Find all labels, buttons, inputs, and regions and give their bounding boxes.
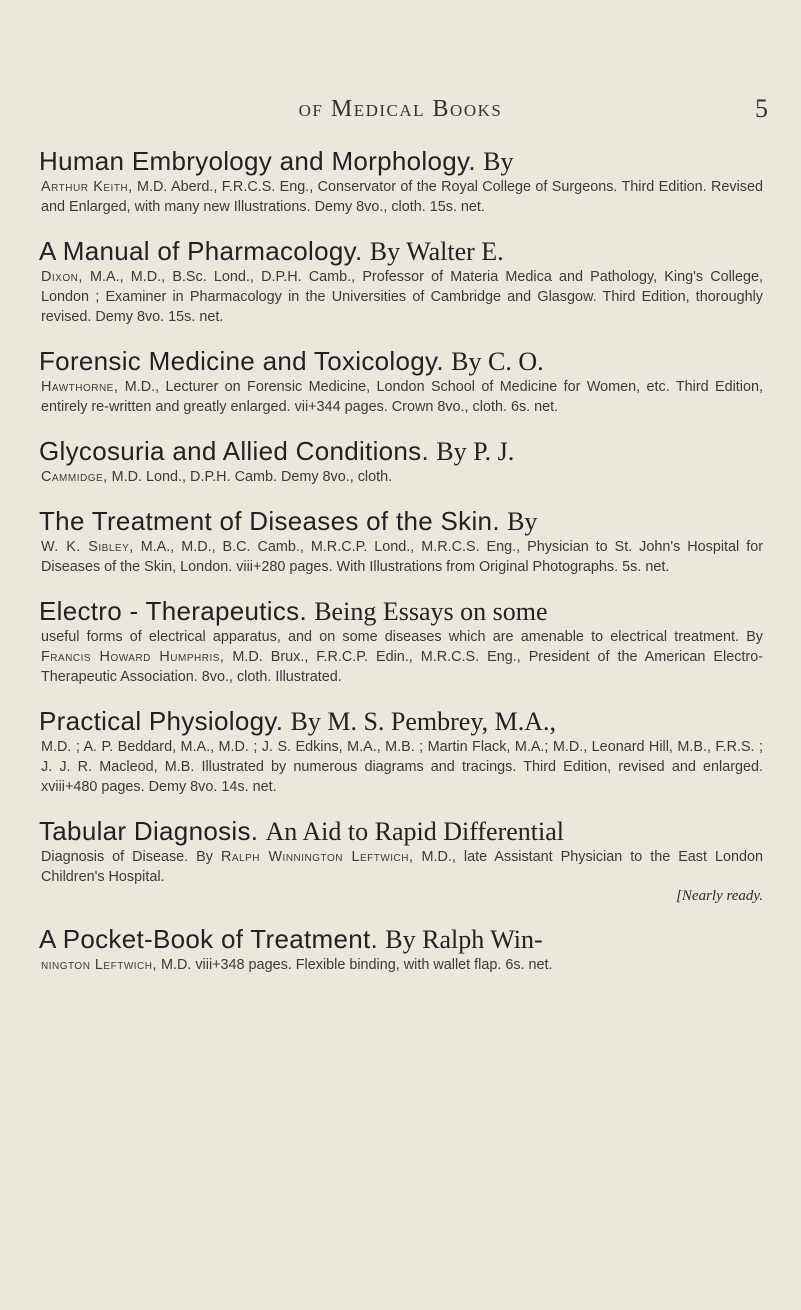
entry-title: Practical Physiology. [39,706,284,736]
entry-details: M.A., M.D., B.C. Camb., M.R.C.P. Lond., M.R.C.S. Eng., Physician to St. John's Hospital for Diseases of the Skin, London. viii+280 pages. With Illustrations from Original Photographs. 5s. net. [41,539,763,575]
entry-author: nington Leftwich, [41,957,157,973]
entry-author: W. K. Sibley, [41,539,134,555]
entry-details: M.A., M.D., B.Sc. Lond., D.P.H. Camb., Professor of Materia Medica and Pathology, King's College, London ; Examiner in Pharmacology in the Universities of Cambridge and Glasgow. Third Edition, thoroughly revised. Demy 8vo. 15s. net. [41,269,764,325]
entry-author: Hawthorne, [41,379,119,395]
entry-title-line [39,816,763,847]
entry-title-line [39,346,763,377]
entry-subtitle: An Aid to Rapid Differential [265,817,564,846]
entry-author: Ralph Winnington Leftwich, [220,849,414,865]
entry-title-line [39,436,763,467]
entry-author-intro: By Ralph Win- [385,925,543,954]
entry-author-intro: By M. S. Pembrey, M.A., [290,707,557,736]
entry-author-intro: By C. O. [451,347,544,376]
catalogue-entry [39,146,763,217]
entry-details: M.D., late Assistant Physician to the East London Children's Hospital. [41,849,764,885]
entry-details-pre: Diagnosis of Disease. By [41,849,213,865]
entry-description [41,377,763,417]
entry-author-intro: By [507,507,538,536]
catalogue-entry [39,436,763,487]
entry-title-line [39,146,763,177]
catalogue-entry [39,596,763,687]
entry-title: Tabular Diagnosis. [39,816,259,846]
entry-author: Dixon, [41,269,83,285]
entry-details: M.D. Brux., F.R.C.P. Edin., M.R.C.S. Eng., President of the American Electro-Therapeutic Association. 8vo., cloth. Illustrated. [41,649,763,685]
entry-details: M.D., Lecturer on Forensic Medicine, London School of Medicine for Women, etc. Third Edition, entirely re-written and greatly enlarged. vii+344 pages. Crown 8vo., cloth. 6s. net. [41,379,763,415]
entry-subtitle: Being Essays on some [314,597,548,626]
entry-description [41,847,763,887]
page-number: 5 [755,94,768,123]
entry-description [41,537,763,577]
catalogue-entry [39,236,763,327]
entry-author-intro: By [483,147,514,176]
entry-description [41,267,763,327]
entry-title-line [39,924,763,955]
catalogue-entry [39,706,763,797]
catalogue-entry [39,816,763,905]
entry-title: Electro - Therapeutics. [39,596,307,626]
entry-author: Arthur Keith, [41,179,133,195]
entry-title: Forensic Medicine and Toxicology. [39,346,444,376]
entry-details: M.D. Aberd., F.R.C.S. Eng., Conservator of the Royal College of Surgeons. Third Edition. Revised and Enlarged, with many new Illustrations. Demy 8vo., cloth. 15s. net. [41,179,763,215]
running-title: of Medical Books [298,96,503,122]
entry-description [41,467,763,487]
entry-title: A Pocket-Book of Treatment. [39,924,379,954]
entry-title-line [39,596,763,627]
entry-description [41,627,763,687]
entry-title: A Manual of Pharmacology. [39,236,363,266]
entry-author-intro: By Walter E. [369,237,504,266]
entry-description [41,177,763,217]
entry-author-intro: By P. J. [436,437,515,466]
catalogue-entries [39,146,763,994]
entry-author: Cammidge, [41,469,108,485]
catalogue-entry [39,346,763,417]
catalogue-entry [39,924,763,975]
entry-author: Francis Howard Humphris, [41,649,225,665]
entry-title-line [39,236,763,267]
entry-details: M.D. Lond., D.P.H. Camb. Demy 8vo., cloth. [111,469,393,485]
catalogue-entry [39,506,763,577]
entry-details-pre: useful forms of electrical apparatus, and on some diseases which are amenable to electrical treatment. By [41,629,763,645]
entry-status: [Nearly ready. [676,888,763,904]
entry-title: Human Embryology and Morphology. [39,146,476,176]
entry-details: M.D. viii+348 pages. Flexible binding, with wallet flap. 6s. net. [160,957,553,973]
entry-title: The Treatment of Diseases of the Skin. [39,506,500,536]
entry-title: Glycosuria and Allied Conditions. [39,436,429,466]
entry-title-line [39,706,763,737]
entry-details: M.D. ; A. P. Beddard, M.A., M.D. ; J. S. Edkins, M.A., M.B. ; Martin Flack, M.A.; M.D., Leonard Hill, M.B., F.R.S. ; J. J. R. Macleod, M.B. Illustrated by numerous diagrams and tracings. Third Edition, revised and enlarged. xviii+480 pages. Demy 8vo. 14s. net. [41,739,763,795]
entry-description [41,737,763,797]
entry-description [41,955,763,975]
entry-title-line [39,506,763,537]
